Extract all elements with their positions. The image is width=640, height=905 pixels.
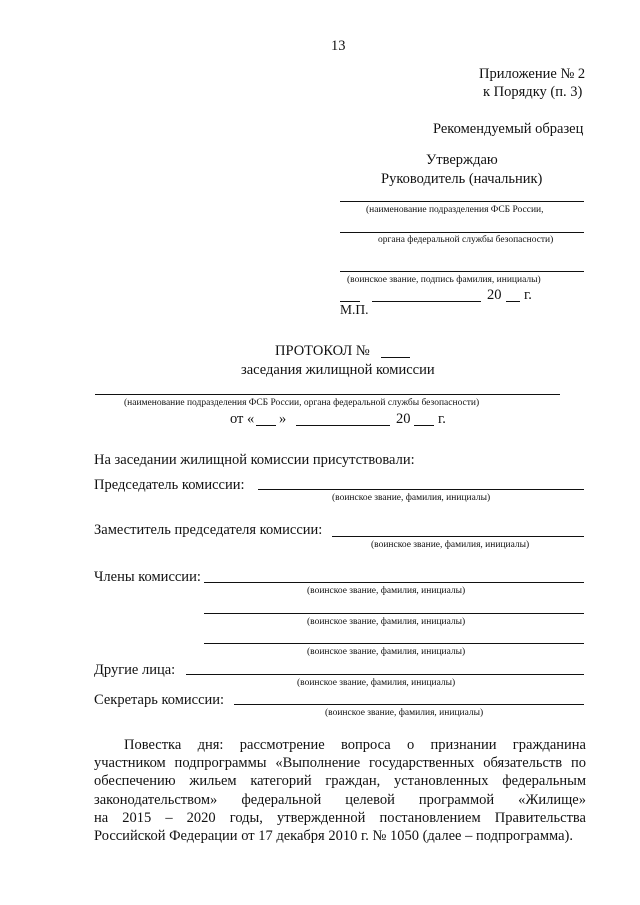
member-line-1 — [204, 582, 584, 583]
caption-member-2: (воинское звание, фамилия, инициалы) — [307, 617, 466, 627]
others-line — [186, 674, 584, 675]
attendance-intro: На заседании жилищной комиссии присутствовали: — [94, 452, 415, 468]
caption-member-1: (воинское звание, фамилия, инициалы) — [307, 586, 466, 596]
date-month-line — [372, 301, 481, 302]
others-label: Другие лица: — [94, 662, 176, 678]
caption-organ: органа федеральной службы безопасности) — [378, 235, 554, 245]
caption-unit: (наименование подразделения ФСБ России, — [366, 205, 544, 215]
protocol-month-line — [296, 425, 390, 426]
members-label: Члены комиссии: — [94, 569, 201, 585]
deputy-line — [332, 536, 584, 537]
secretary-line — [234, 704, 584, 705]
appendix-label: Приложение № 2 — [479, 66, 586, 82]
unit-line — [340, 201, 584, 202]
agenda-paragraph — [94, 736, 586, 845]
caption-protocol-unit: (наименование подразделения ФСБ России, органа федеральной службы безопасности) — [124, 398, 480, 408]
caption-others: (воинское звание, фамилия, инициалы) — [297, 678, 456, 688]
protocol-number-line — [381, 357, 410, 358]
chairman-label: Председатель комиссии: — [94, 477, 245, 493]
caption-signature: (воинское звание, подпись фамилия, инициалы) — [347, 275, 541, 285]
caption-deputy: (воинское звание, фамилия, инициалы) — [371, 540, 530, 550]
protocol-year: 20 — [396, 411, 411, 427]
signature-line — [340, 271, 584, 272]
protocol-date-quote: » — [279, 411, 287, 427]
chairman-line — [258, 489, 584, 490]
agenda-line-4: законодательством» федеральной целевой программой «Жилище» — [94, 791, 586, 808]
member-line-2 — [204, 613, 584, 614]
page-number: 13 — [331, 38, 346, 54]
agenda-line-6: Российской Федерации от 17 декабря 2010 г. № 1050 (далее – подпрограмма). — [94, 827, 573, 844]
deputy-label: Заместитель председателя комиссии: — [94, 522, 323, 538]
approval-year: 20 — [487, 287, 502, 303]
protocol-date-prefix: от « — [230, 411, 255, 427]
caption-secretary: (воинское звание, фамилия, инициалы) — [325, 708, 484, 718]
date-year-line — [506, 301, 520, 302]
stamp-place: М.П. — [340, 302, 369, 317]
protocol-title: ПРОТОКОЛ № — [275, 343, 370, 359]
agenda-line-3: обеспечению жильем категорий граждан, установленных федеральным — [94, 773, 586, 790]
caption-member-3: (воинское звание, фамилия, инициалы) — [307, 647, 466, 657]
protocol-g: г. — [438, 411, 446, 427]
secretary-label: Секретарь комиссии: — [94, 692, 225, 708]
head-title: Руководитель (начальник) — [381, 171, 543, 187]
organ-line — [340, 232, 584, 233]
approval-g: г. — [524, 287, 532, 303]
member-line-3 — [204, 643, 584, 644]
agenda-line-2: участником подпрограммы «Выполнение государственных обязательств по — [94, 755, 586, 772]
protocol-day-line — [256, 425, 276, 426]
protocol-subtitle: заседания жилищной комиссии — [241, 362, 435, 378]
approve-label: Утверждаю — [426, 152, 498, 168]
protocol-unit-line — [95, 394, 560, 395]
agenda-line-5: на 2015 – 2020 годы, утвержденной постановлением Правительства — [94, 809, 586, 826]
caption-chairman: (воинское звание, фамилия, инициалы) — [332, 493, 491, 503]
protocol-year-line — [414, 425, 434, 426]
agenda-line-1: Повестка дня: рассмотрение вопроса о признании гражданина — [124, 737, 586, 753]
sample-label: Рекомендуемый образец — [433, 121, 584, 137]
order-reference: к Порядку (п. 3) — [483, 84, 583, 100]
